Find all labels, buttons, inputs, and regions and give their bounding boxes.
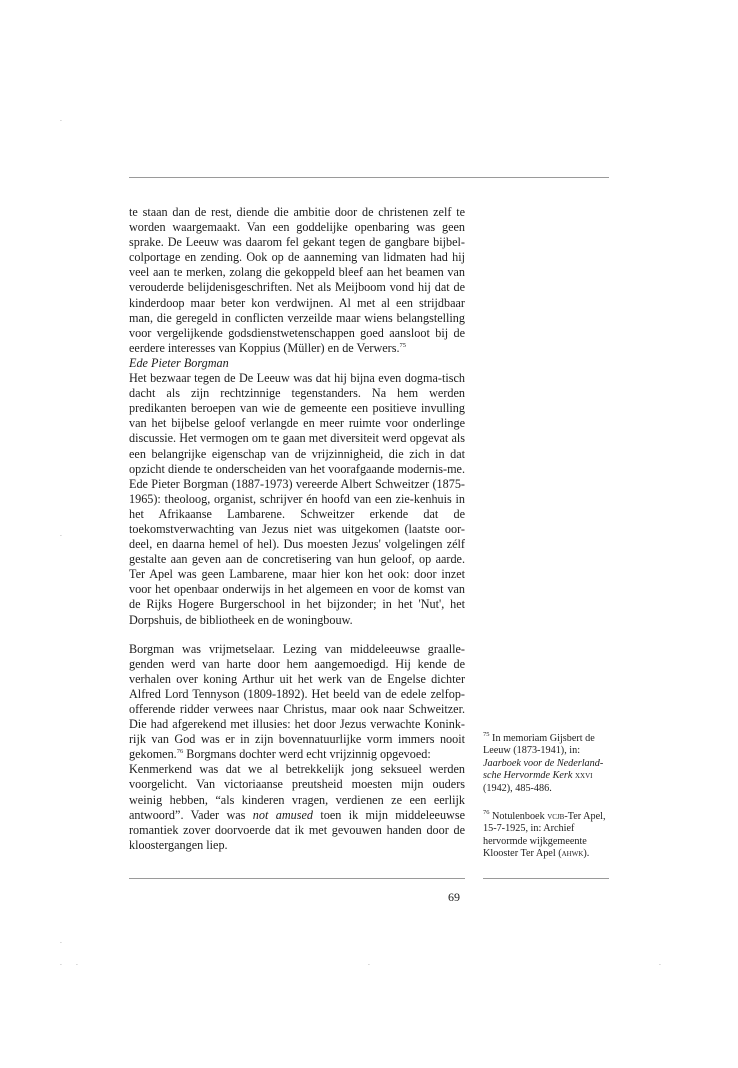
crop-mark: ·	[76, 962, 78, 969]
quote-text-2: toen ik mijn middeleeuwse romantiek zover doorvoerde dat ik met gevouwen handen door de kloostergangen liep.	[129, 807, 466, 852]
p2-line: discussie. Het vermogen om te gaan met diversiteit werd opgevat	[129, 431, 452, 446]
p2-line: (1875-1965): theoloog, organist, schrijver én hoofd van een zie-	[129, 476, 465, 506]
p2-line: me. Ede Pieter Borgman (1887-1973) vereerde Albert Schweitzer	[129, 461, 465, 491]
p2-line: deel, en daarna hemel of hel). Dus moesten Jezus' volgelingen zélf	[129, 537, 465, 552]
footnote-number: 75	[483, 731, 490, 738]
p1-line: voor vergelijkende godsdienstwetenschappen goed aansloot bij de	[129, 325, 465, 340]
p3-line: Borgman was vrijmetselaar. Lezing van middeleeuwse graalle-	[129, 641, 465, 656]
crop-mark: ·	[60, 962, 62, 969]
footnote-text: -Ter Apel, 15-7-1925, in: Archief hervormde wijkgemeente Klooster Ter Apel (	[483, 811, 606, 860]
page-number: 69	[448, 890, 460, 904]
p2-line: gestalte aan geven aan de concretisering van hun geloof, op aarde.	[129, 552, 465, 567]
p1-line: eerdere interesses van Koppius (Müller) en de Verwers.	[129, 340, 400, 355]
p3-line: gekomen.	[129, 747, 177, 762]
footnote-ref-76[interactable]: 76	[176, 748, 184, 756]
p3-line: verhalen over koning Arthur uit het werk van de Engelse dichter	[129, 671, 465, 686]
p2-line: Het bezwaar tegen de De Leeuw was dat hij bijna even dogma-	[129, 371, 442, 386]
p3-line: rijk van God was er in zijn bovennatuurlijke vorm immers nooit	[129, 732, 465, 747]
p2-line: Ter Apel was geen Lambarene, maar hier kon het ook: door inzet	[129, 567, 465, 582]
crop-mark: ·	[368, 962, 370, 969]
footnote-abbrev: vcjb	[547, 811, 565, 822]
footnote-abbrev: ahwk	[561, 848, 584, 860]
p2-line: toekomstverwachting van Jezus niet was uitgekomen (laatste oor-	[129, 521, 465, 536]
bottom-rule-side	[483, 878, 609, 879]
footnote-ref-75[interactable]: 75	[399, 341, 407, 349]
p3-line: offerende ridder verwees naar Christus, maar ook naar Schweitzer.	[129, 702, 465, 716]
p2-line: tisch dacht als zijn rechtzinnige tegenstanders. Na hem werden	[129, 371, 465, 401]
footnote-number: 76	[483, 809, 490, 816]
p3-line: Alfred Lord Tennyson (1809-1892). Het beeld van de edele zelfop-	[129, 686, 465, 701]
p1-line: man, die geregeld in conflicten verzeilde maar wiens belangstelling	[129, 310, 465, 325]
paragraph-2	[129, 371, 465, 628]
p3-tail: Borgmans dochter werd echt vrijzinnig opgevoed:	[183, 747, 431, 762]
top-rule	[129, 177, 609, 178]
paragraph-3	[129, 642, 465, 763]
main-text-column	[129, 205, 465, 853]
p2-line: het Dorpshuis, de bibliotheek en de woningbouw.	[129, 597, 465, 627]
quote-emphasis: not amused	[252, 807, 313, 822]
p3-line: Die had afgerekend met illusies: het door Jezus verwachte Konink-	[129, 717, 465, 732]
bottom-rule-main	[129, 878, 465, 879]
footnote-title: Jaarboek voor de Nederland-sche Hervormde Kerk	[483, 757, 604, 782]
quote-text-1: Kenmerkend was dat we al betrekkelijk jong seksueel werden voorgelicht. Van victoriaanse preutsheid moesten mijn ouders weinig hebben, “als kinderen vragen, verdienen ze een eerlijk antwoord”. Vader was	[129, 762, 465, 822]
p2-line: als een belangrijke eigenschap van de vrijzinnigheid, die zich in dat	[129, 431, 465, 461]
p1-line: kinderdoop maar beter kon verdwijnen. Al met al een strijdbaar	[129, 295, 465, 310]
footnote-text: ).	[583, 848, 590, 860]
crop-mark: ·	[60, 533, 62, 540]
p1-line: verouderde belijdenisgeschriften. Net als Meijboom vond hij dat de	[129, 280, 465, 295]
footnote-text: In memoriam Gijsbert de Leeuw (1873-1941), in:	[483, 733, 595, 757]
p1-line: sprake. De Leeuw was daarom fel gekant tegen de gangbare bijbel-	[129, 235, 465, 250]
footnote-text: Notulenboek	[489, 811, 548, 822]
crop-mark: ·	[659, 962, 661, 969]
p2-line: van het bijbelse geloof verlangde en meer ruimte voor onderlinge	[129, 416, 465, 431]
footnote-text: (1942), 485-486.	[483, 782, 552, 794]
footnote-volume: xxvi	[572, 770, 593, 782]
crop-mark: ·	[60, 940, 62, 947]
footnote-76	[483, 811, 613, 861]
p1-line: te staan dan de rest, diende die ambitie door de christenen zelf te	[129, 205, 465, 219]
crop-mark: ·	[60, 118, 62, 125]
paragraph-1	[129, 205, 465, 356]
block-quote	[129, 762, 465, 853]
footnote-75	[483, 733, 613, 795]
p2-line: van de Rijks Hogere Burgerschool in het bijzonder; in het 'Nut',	[129, 582, 465, 612]
p3-line: genden werd van harte door hem aangemoedigd. Hij kende de	[129, 656, 465, 671]
p1-line: colportage en zending. Ook op de aanneming van lidmaten had hij	[129, 250, 465, 265]
p2-line: kenhuis in het Afrikaanse Lambarene. Schweitzer erkende dat de	[129, 491, 465, 521]
p2-line: voor het openbaar onderwijs in het algemeen en voor de komst	[129, 582, 448, 597]
p2-line: predikanten beroepen van wie de gemeente een positieve invulling	[129, 401, 465, 416]
p1-line: veel aan te merken, zolang die gekoppeld bleef aan het beamen van	[129, 265, 465, 280]
section-heading: Ede Pieter Borgman	[129, 355, 229, 370]
p2-line: opzicht diende te onderscheiden van het voorafgaande modernis-	[129, 461, 448, 476]
p1-line: worden waargemaakt. Van een goddelijke openbaring was geen	[129, 220, 465, 235]
